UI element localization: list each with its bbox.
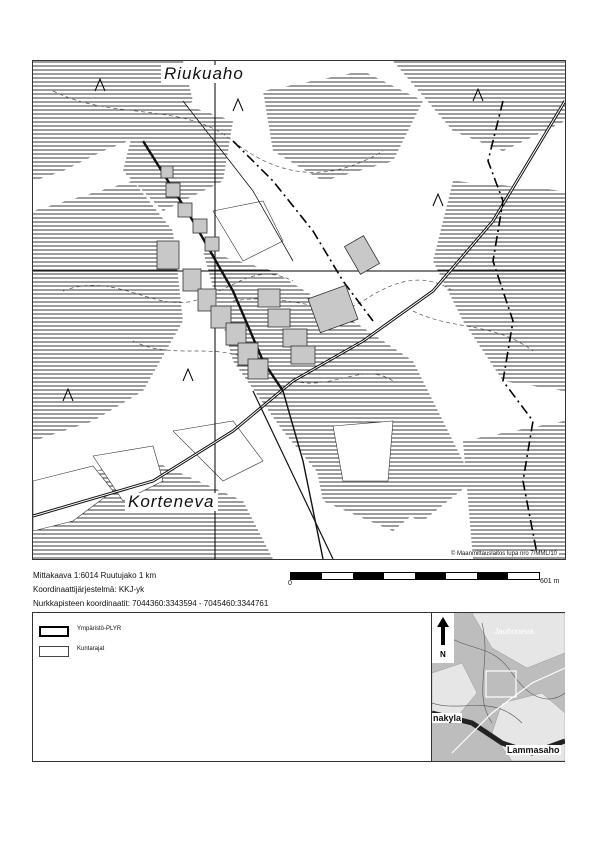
legend-swatch-thick — [39, 626, 69, 637]
copyright-text: © Maanmittauslaitos lupa nro 7/MML/10 — [450, 551, 557, 557]
inset-label-nakyla: nakyla — [433, 713, 462, 723]
scale-start-label: 0 — [288, 580, 292, 587]
corner-coords-text: Nurkkapisteen koordinaatit: 7044360:3343594 - 7045460:3344761 — [33, 599, 269, 608]
inset-label-lammasaho: Lammasaho — [507, 745, 560, 755]
main-map[interactable] — [32, 60, 566, 560]
legend-label: Kuntarajat — [77, 646, 105, 652]
place-name-korteneva: Korteneva — [125, 493, 218, 511]
coord-system-text: Koordinaattijärjestelmä: KKJ-yk — [33, 585, 145, 594]
place-name-riukuaho: Riukuaho — [161, 65, 247, 83]
svg-text:N: N — [440, 650, 446, 659]
map-graphics — [33, 61, 565, 559]
inset-label-jauhoneva: Jauhoneva — [494, 627, 534, 636]
scale-bar — [290, 572, 540, 580]
legend-swatch-thin — [39, 646, 69, 657]
legend-label: Ympäristö-PLYR — [77, 626, 122, 632]
scale-end-label: 601 m — [540, 578, 560, 585]
legend-panel — [32, 612, 565, 762]
scale-text: Mittakaava 1:6014 Ruutujako 1 km — [33, 571, 157, 580]
overview-inset-map[interactable] — [431, 613, 565, 761]
